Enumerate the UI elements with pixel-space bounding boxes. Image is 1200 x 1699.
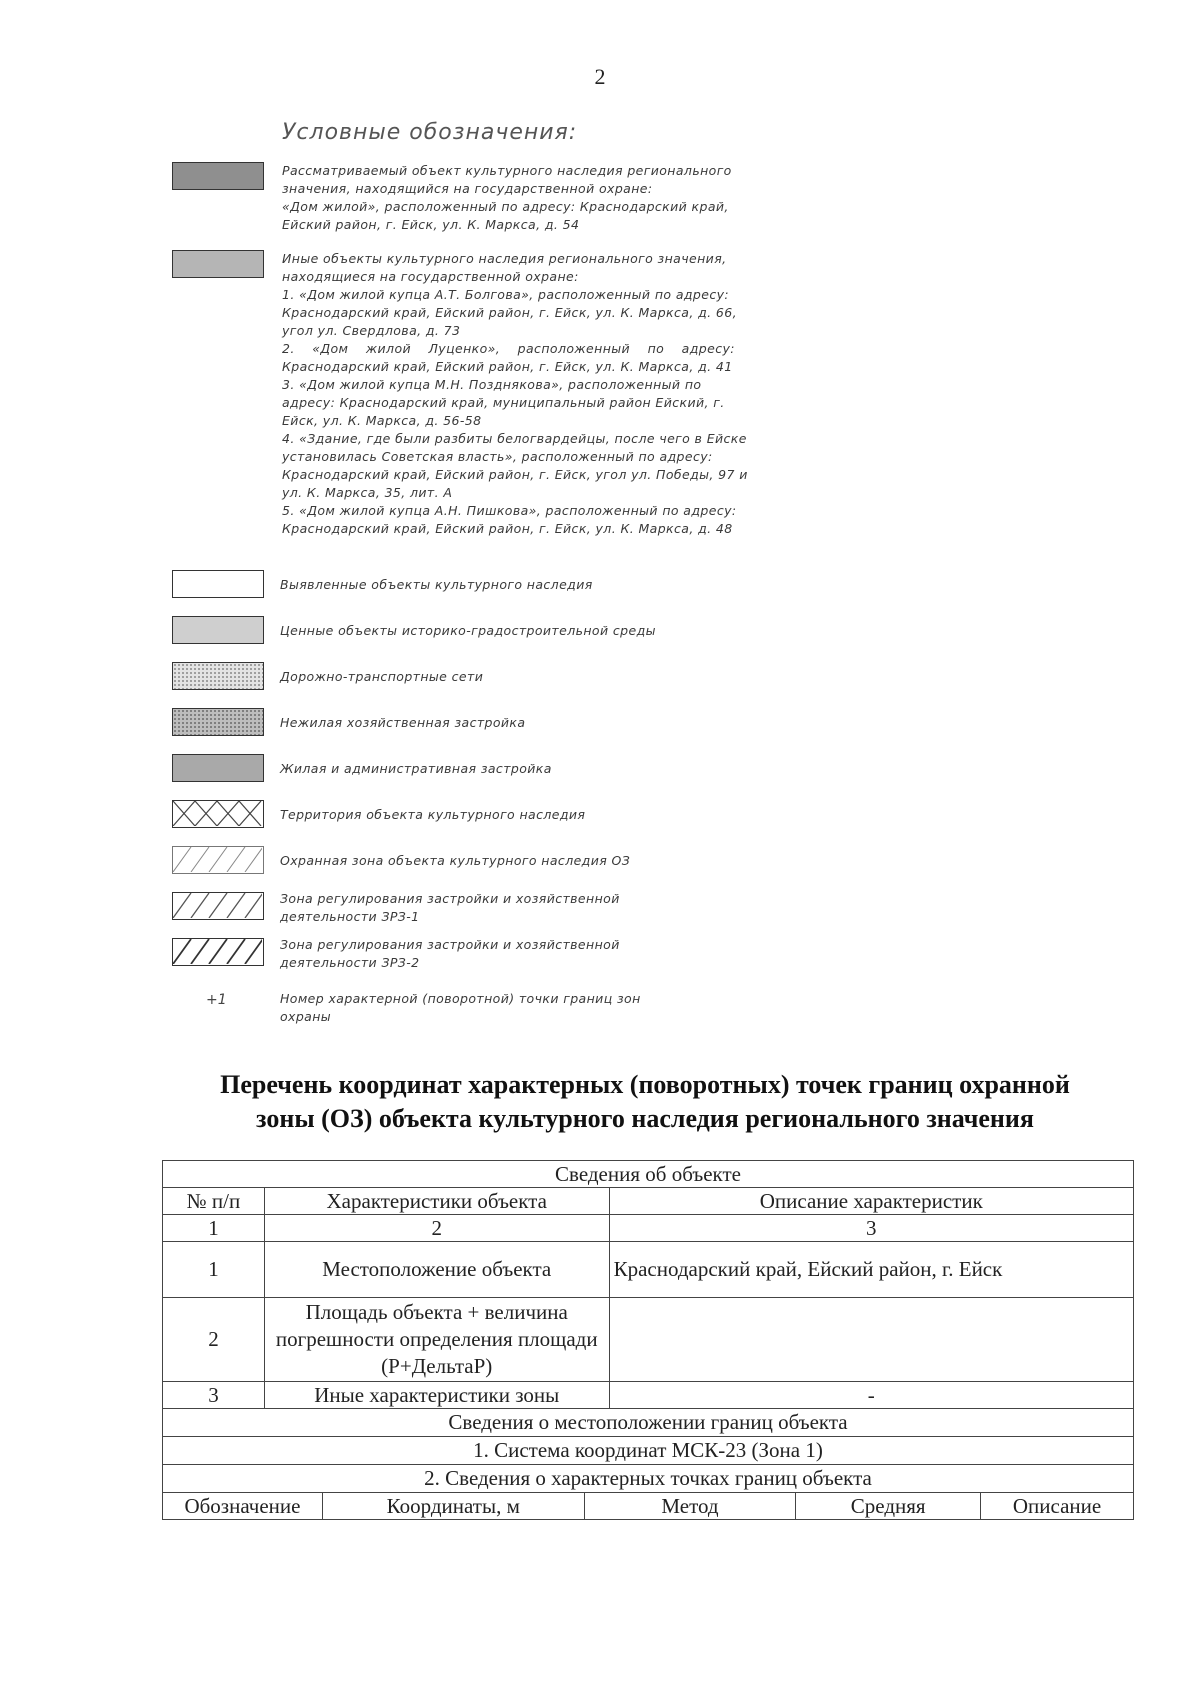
legend-line: Ейский район, г. Ейск, ул. К. Маркса, д. 54 bbox=[282, 217, 580, 232]
row-description: Краснодарский край, Ейский район, г. Ейск bbox=[609, 1242, 1133, 1298]
table-row bbox=[163, 1298, 1134, 1382]
row-characteristic: Местоположение объекта bbox=[264, 1242, 609, 1298]
table-row bbox=[163, 1493, 1134, 1520]
legend-line: деятельности ЗРЗ-1 bbox=[280, 909, 420, 924]
legend-text-protection-zone: Охранная зона объекта культурного наследия ОЗ bbox=[280, 853, 631, 868]
location-table bbox=[162, 1408, 1134, 1493]
section-header-object: Сведения об объекте bbox=[163, 1161, 1134, 1188]
document-title-line-2: зоны (ОЗ) объекта культурного наследия регионального значения bbox=[256, 1104, 1034, 1133]
legend-heading: Условные обозначения: bbox=[282, 120, 578, 145]
legend-text-identified-objects: Выявленные объекты культурного наследия bbox=[280, 577, 593, 592]
legend-line: 1. «Дом жилой купца А.Т. Болгова», расположенный по адресу: bbox=[282, 287, 730, 302]
legend-text-point-number bbox=[280, 990, 641, 1026]
legend-line: Зона регулирования застройки и хозяйственной bbox=[280, 891, 620, 906]
table-row bbox=[163, 1465, 1134, 1493]
legend-text-other-objects bbox=[282, 250, 748, 538]
coord-system-row: 1. Система координат МСК-23 (Зона 1) bbox=[163, 1437, 1134, 1465]
legend-swatch-protection-zone bbox=[172, 846, 264, 874]
points-header-row: 2. Сведения о характерных точках границ объекта bbox=[163, 1465, 1134, 1493]
legend-text-zrz1 bbox=[280, 890, 620, 926]
legend-line: угол ул. Свердлова, д. 73 bbox=[282, 323, 461, 338]
table-row bbox=[163, 1437, 1134, 1465]
legend-line: Ейск, ул. К. Маркса, д. 56-58 bbox=[282, 413, 482, 428]
legend-swatch-nonresidential bbox=[172, 708, 264, 736]
legend-line: Номер характерной (поворотной) точки границ зон bbox=[280, 991, 641, 1006]
legend-swatch-zrz1 bbox=[172, 892, 264, 920]
legend-line: 3. «Дом жилой купца М.Н. Позднякова», расположенный по bbox=[282, 377, 702, 392]
row-number: 1 bbox=[163, 1242, 265, 1298]
legend-text-nonresidential: Нежилая хозяйственная застройка bbox=[280, 715, 526, 730]
col-header-description: Описание характеристик bbox=[609, 1188, 1133, 1215]
table-row bbox=[163, 1215, 1134, 1242]
legend-text-valuable-objects: Ценные объекты историко-градостроительной среды bbox=[280, 623, 656, 638]
legend-swatch-heritage-territory bbox=[172, 800, 264, 828]
legend-line: Краснодарский край, Ейский район, г. Ейск, ул. К. Маркса, д. 66, bbox=[282, 305, 737, 320]
col-number-cell: 1 bbox=[163, 1215, 265, 1242]
table-row bbox=[163, 1188, 1134, 1215]
row-description: - bbox=[609, 1382, 1133, 1409]
legend-line: ул. К. Маркса, 35, лит. А bbox=[282, 485, 453, 500]
table-row bbox=[163, 1409, 1134, 1437]
legend-line: охраны bbox=[280, 1009, 332, 1024]
legend-swatch-other-objects bbox=[172, 250, 264, 278]
row-characteristic: Иные характеристики зоны bbox=[264, 1382, 609, 1409]
row-description bbox=[609, 1298, 1133, 1382]
points-col-description: Описание bbox=[981, 1493, 1134, 1520]
legend-line: Зона регулирования застройки и хозяйственной bbox=[280, 937, 620, 952]
section-header-location: Сведения о местоположении границ объекта bbox=[163, 1409, 1134, 1437]
point-number-symbol: +1 bbox=[206, 992, 227, 1008]
object-info-table bbox=[162, 1160, 1134, 1409]
legend-line: значения, находящийся на государственной охране: bbox=[282, 181, 653, 196]
legend-swatch-zrz2 bbox=[172, 938, 264, 966]
legend-line: адресу: Краснодарский край, муниципальный район Ейский, г. bbox=[282, 395, 725, 410]
points-table bbox=[162, 1492, 1134, 1520]
hatch-light-pattern bbox=[173, 847, 262, 872]
legend-swatch-identified-objects bbox=[172, 570, 264, 598]
legend-swatch-considered-object bbox=[172, 162, 264, 190]
col-header-number: № п/п bbox=[163, 1188, 265, 1215]
points-col-coordinates: Координаты, м bbox=[322, 1493, 584, 1520]
col-number-cell: 2 bbox=[264, 1215, 609, 1242]
table-row bbox=[163, 1242, 1134, 1298]
hatch-medium-pattern bbox=[173, 893, 262, 918]
page-number: 2 bbox=[594, 64, 606, 89]
legend-swatch-residential bbox=[172, 754, 264, 782]
legend-line: находящиеся на государственной охране: bbox=[282, 269, 579, 284]
legend-line: «Дом жилой», расположенный по адресу: Краснодарский край, bbox=[282, 199, 729, 214]
row-number: 2 bbox=[163, 1298, 265, 1382]
legend-text-residential: Жилая и административная застройка bbox=[280, 761, 552, 776]
document-title-line-1: Перечень координат характерных (поворотных) точек границ охранной bbox=[220, 1070, 1070, 1099]
table-row bbox=[163, 1161, 1134, 1188]
table-row bbox=[163, 1382, 1134, 1409]
legend-text-heritage-territory: Территория объекта культурного наследия bbox=[280, 807, 586, 822]
hatch-dark-pattern bbox=[173, 939, 262, 964]
document-title bbox=[150, 1068, 1140, 1136]
legend-text-considered-object bbox=[282, 162, 732, 234]
col-number-cell: 3 bbox=[609, 1215, 1133, 1242]
legend-text-road-networks: Дорожно-транспортные сети bbox=[280, 669, 484, 684]
points-col-average: Средняя bbox=[796, 1493, 981, 1520]
crosshatch-pattern bbox=[173, 801, 262, 826]
points-col-method: Метод bbox=[584, 1493, 796, 1520]
legend-line: Краснодарский край, Ейский район, г. Ейск, ул. К. Маркса, д. 41 bbox=[282, 359, 733, 374]
legend-line: 4. «Здание, где были разбиты белогвардейцы, после чего в Ейске bbox=[282, 431, 747, 446]
legend-text-zrz2 bbox=[280, 936, 620, 972]
legend-line: установилась Советская власть», расположенный по адресу: bbox=[282, 449, 713, 464]
legend-swatch-valuable-objects bbox=[172, 616, 264, 644]
legend-line: Иные объекты культурного наследия регионального значения, bbox=[282, 251, 727, 266]
row-number: 3 bbox=[163, 1382, 265, 1409]
legend-line: 5. «Дом жилой купца А.Н. Пишкова», расположенный по адресу: bbox=[282, 503, 737, 518]
legend-line: Краснодарский край, Ейский район, г. Ейск, ул. К. Маркса, д. 48 bbox=[282, 521, 733, 536]
legend-line: Рассматриваемый объект культурного наследия регионального bbox=[282, 163, 732, 178]
row-characteristic: Площадь объекта + величина погрешности определения площади (P+ДельтаP) bbox=[264, 1298, 609, 1382]
col-header-characteristic: Характеристики объекта bbox=[264, 1188, 609, 1215]
legend-line: деятельности ЗРЗ-2 bbox=[280, 955, 420, 970]
legend-swatch-road-networks bbox=[172, 662, 264, 690]
legend-line: 2. «Дом жилой Луценко», расположенный по адресу: bbox=[282, 341, 735, 356]
points-col-designation: Обозначение bbox=[163, 1493, 323, 1520]
legend-line: Краснодарский край, Ейский район, г. Ейск, угол ул. Победы, 97 и bbox=[282, 467, 748, 482]
